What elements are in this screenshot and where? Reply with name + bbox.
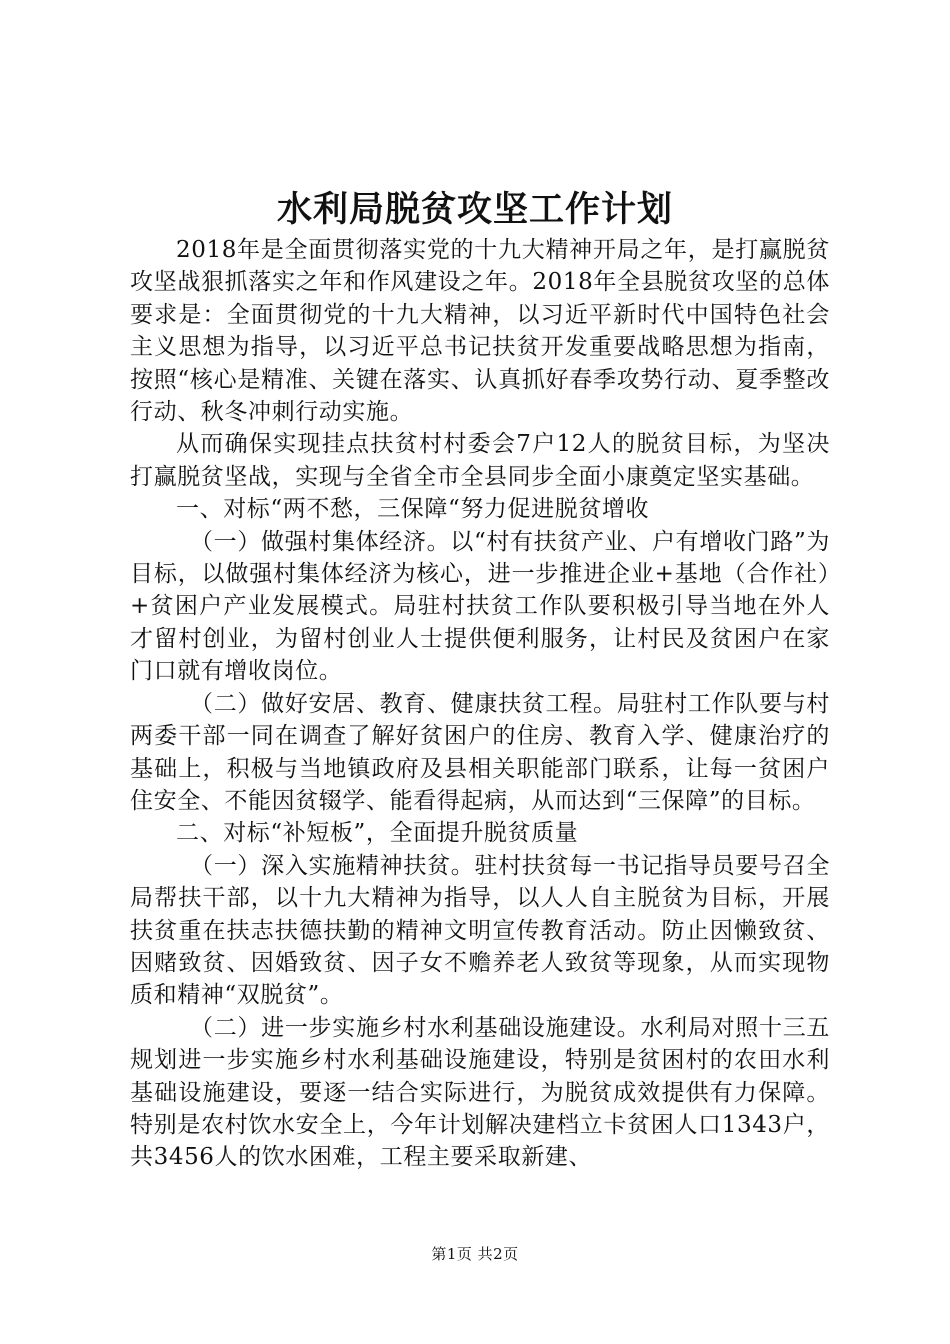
document-title: 水利局脱贫攻坚工作计划 — [276, 189, 673, 230]
subsection-1-2: （二）做好安居、教育、健康扶贫工程。局驻村工作队要与村两委干部一同在调查了解好贫困户的住房、教育入学、健康治疗的基础上，积极与当地镇政府及县相关职能部门联系，让每一贫困户住安全、不能因贫辍学、能看得起病，从而达到“三保障”的目标。 — [130, 690, 830, 814]
page-number-footer: 第1页 共2页 — [431, 1245, 519, 1263]
subsection-1-1: （一）做强村集体经济。以“村有扶贫产业、户有增收门路”为目标，以做强村集体经济为核心，进一步推进企业+基地（合作社）+贫困户产业发展模式。局驻村扶贫工作队要积极引导当地在外人才留村创业，为留村创业人士提供便利服务，让村民及贫困户在家门口就有增收岗位。 — [130, 528, 830, 685]
document-body — [130, 234, 830, 1174]
section-heading-2: 二、对标“补短板”，全面提升脱贫质量 — [176, 820, 579, 847]
section-heading-1: 一、对标“两不愁，三保障“努力促进脱贫增收 — [176, 496, 650, 523]
subsection-2-1: （一）深入实施精神扶贫。驻村扶贫每一书记指导员要号召全局帮扶干部，以十九大精神为指导，以人人自主脱贫为目标，开展扶贫重在扶志扶德扶勤的精神文明宣传教育活动。防止因懒致贫、因赌致贫、因婚致贫、因子女不赡养老人致贫等现象，从而实现物质和精神“双脱贫”。 — [130, 852, 830, 1009]
paragraph-goal: 从而确保实现挂点扶贫村村委会7户12人的脱贫目标，为坚决打赢脱贫坚战，实现与全省全市全县同步全面小康奠定坚实基础。 — [130, 431, 830, 490]
paragraph-intro: 2018年是全面贯彻落实党的十九大精神开局之年，是打赢脱贫攻坚战狠抓落实之年和作风建设之年。2018年全县脱贫攻坚的总体要求是：全面贯彻党的十九大精神，以习近平新时代中国特色社会主义思想为指导，以习近平总书记扶贫开发重要战略思想为指南，按照“核心是精准、关键在落实、认真抓好春季攻势行动、夏季整改行动、秋冬冲刺行动实施。 — [130, 237, 830, 426]
subsection-2-2: （二）进一步实施乡村水利基础设施建设。水利局对照十三五规划进一步实施乡村水利基础设施建设，特别是贫困村的农田水利基础设施建设，要逐一结合实际进行，为脱贫成效提供有力保障。特别是农村饮水安全上，今年计划解决建档立卡贫困人口1343户，共3456人的饮水困难，工程主要采取新建、 — [130, 1014, 830, 1171]
